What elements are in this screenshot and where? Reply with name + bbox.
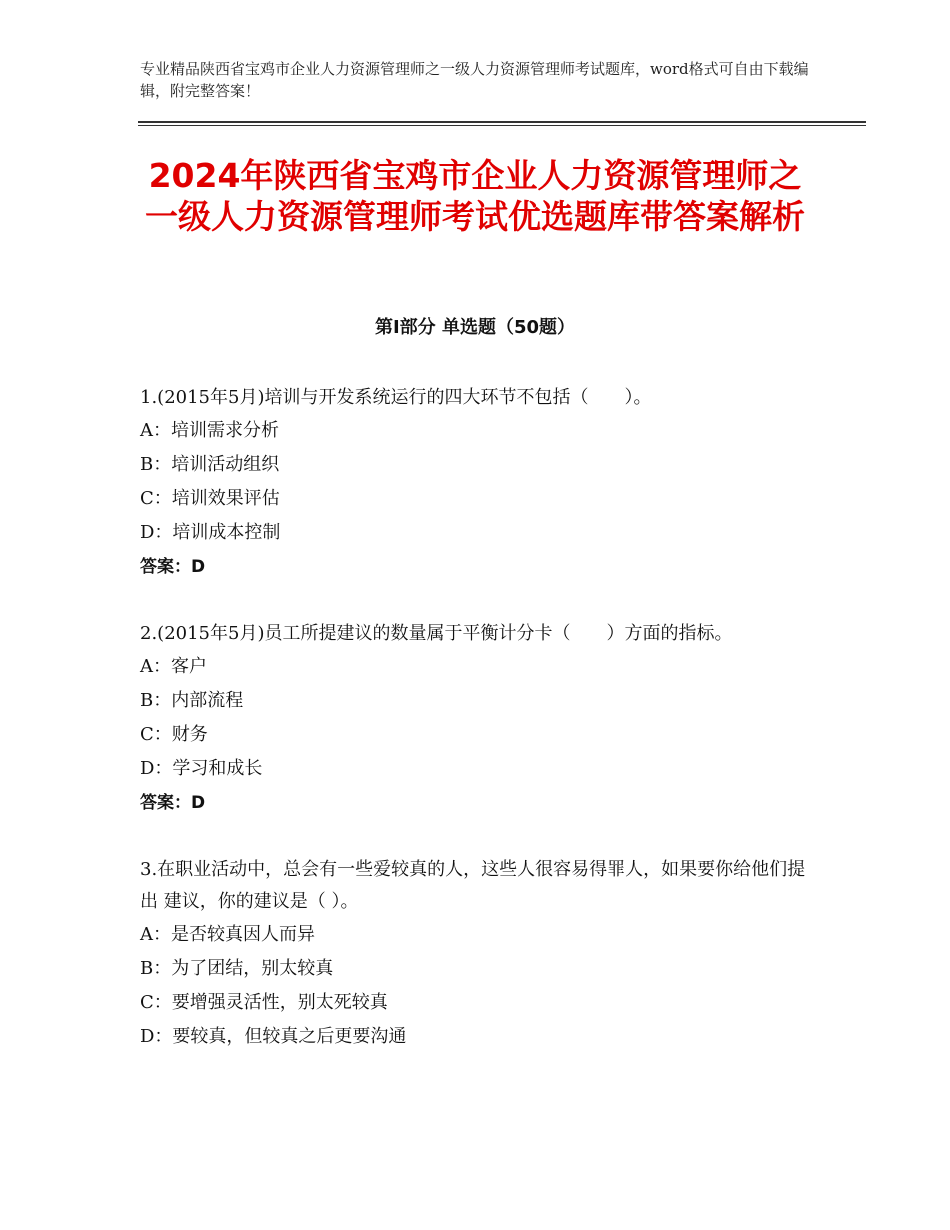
header-rule-thick — [138, 121, 866, 123]
option-a: A：客户 — [140, 656, 207, 677]
option-d: D：要较真，但较真之后更要沟通 — [140, 1026, 407, 1047]
section-title: 第Ⅰ部分 单选题（50题） — [374, 317, 575, 338]
document-title: 2024年陕西省宝鸡市企业人力资源管理师之一级人力资源管理师考试优选题库带答案解析 — [145, 156, 805, 236]
question-list — [140, 382, 810, 1088]
question-stem: 3.在职业活动中，总会有一些爱较真的人，这些人很容易得罪人，如果要你给他们提出 建议，你的建议是（ ）。 — [140, 859, 806, 912]
question-stem: 1.(2015年5月)培训与开发系统运行的四大环节不包括（ ）。 — [140, 387, 652, 408]
option-c: C：财务 — [140, 724, 208, 745]
option-d: D：学习和成长 — [140, 758, 263, 779]
option-b: B：培训活动组织 — [140, 454, 280, 475]
header-note: 专业精品陕西省宝鸡市企业人力资源管理师之一级人力资源管理师考试题库，word格式可自由下载编辑，附完整答案！ — [140, 60, 809, 100]
option-c: C：培训效果评估 — [140, 488, 280, 509]
option-d: D：培训成本控制 — [140, 522, 281, 543]
header-rule-thin — [138, 125, 866, 126]
option-a: A：培训需求分析 — [140, 420, 279, 441]
question-2 — [140, 618, 810, 820]
answer: 答案：D — [140, 793, 206, 813]
question-3 — [140, 854, 810, 1054]
option-a: A：是否较真因人而异 — [140, 924, 315, 945]
option-c: C：要增强灵活性，别太死较真 — [140, 992, 388, 1013]
question-1 — [140, 382, 810, 584]
question-stem: 2.(2015年5月)员工所提建议的数量属于平衡计分卡（ ）方面的指标。 — [140, 623, 733, 644]
option-b: B：为了团结，别太较真 — [140, 958, 334, 979]
option-b: B：内部流程 — [140, 690, 244, 711]
answer: 答案：D — [140, 557, 206, 577]
